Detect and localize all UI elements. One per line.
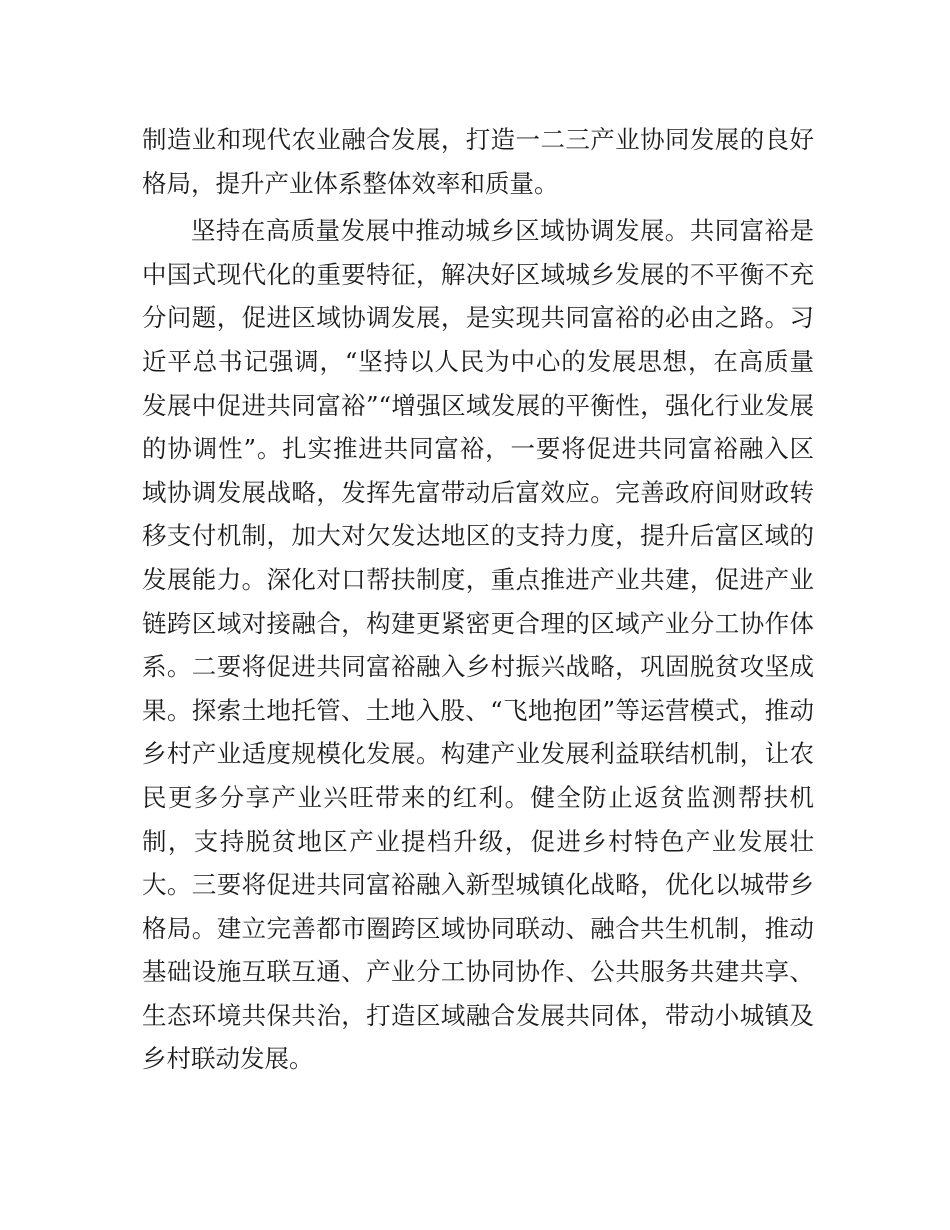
paragraph-continuation: 制造业和现代农业融合发展，打造一二三产业协同发展的良好格局，提升产业体系整体效率和质量。: [142, 125, 814, 198]
paragraph-coordinated-development: 坚持在高质量发展中推动城乡区域协调发展。共同富裕是中国式现代化的重要特征，解决好区域城乡发展的不平衡不充分问题，促进区域协调发展，是实现共同富裕的必由之路。习近平总书记强调，“坚持以人民为中心的发展思想，在高质量发展中促进共同富裕”“增强区域发展的平衡性，强化行业发展的协调性”。扎实推进共同富裕，一要将促进共同富裕融入区域协调发展战略，发挥先富带动后富效应。完善政府间财政转移支付机制，加大对欠发达地区的支持力度，提升后富区域的发展能力。深化对口帮扶制度，重点推进产业共建，促进产业链跨区域对接融合，构建更紧密更合理的区域产业分工协作体系。二要将促进共同富裕融入乡村振兴战略，巩固脱贫攻坚成果。探索土地托管、土地入股、“飞地抱团”等运营模式，推动乡村产业适度规模化发展。构建产业发展利益联结机制，让农民更多分享产业兴旺带来的红利。健全防止返贫监测帮扶机制，支持脱贫地区产业提档升级，促进乡村特色产业发展壮大。三要将促进共同富裕融入新型城镇化战略，优化以城带乡格局。建立完善都市圈跨区域协同联动、融合共生机制，推动基础设施互联互通、产业分工协同协作、公共服务共建共享、生态环境共保共治，打造区域融合发展共同体，带动小城镇及乡村联动发展。: [142, 216, 814, 1074]
document-body: [142, 118, 814, 1081]
